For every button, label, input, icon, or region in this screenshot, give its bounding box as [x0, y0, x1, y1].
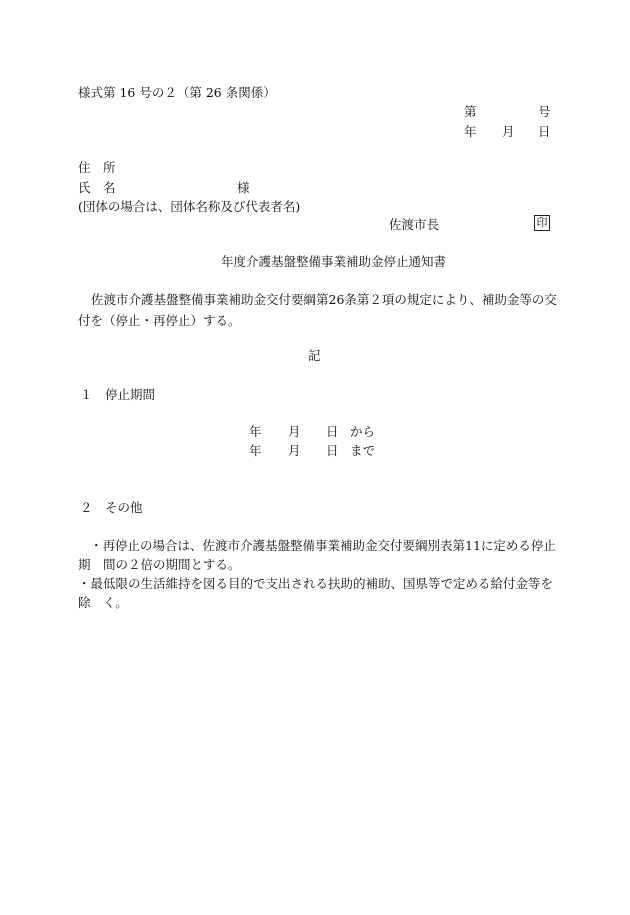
date-year: 年 — [464, 124, 477, 139]
section1-heading: １ 停止期間 — [80, 387, 156, 402]
period-start-year: 年 — [249, 424, 262, 439]
period-end-month: 月 — [288, 443, 301, 458]
body-line-2: 付を（停止・再停止）する。 — [78, 313, 241, 328]
ki-mark: 記 — [308, 348, 321, 363]
period-start-month: 月 — [288, 424, 301, 439]
document-title: 年度介護基盤整備事業補助金停止通知書 — [221, 254, 447, 269]
address-label: 住 所 — [78, 160, 116, 175]
period-start-day: 日 — [326, 424, 339, 439]
date-day: 日 — [538, 124, 551, 139]
note1-line-2: 期 間の２倍の期間とする。 — [78, 557, 241, 572]
period-end-year: 年 — [249, 443, 262, 458]
sender-title: 佐渡市長 — [389, 217, 440, 232]
date-month: 月 — [502, 124, 515, 139]
note1-line-1: ・再停止の場合は、佐渡市介護基盤整備事業補助金交付要綱別表第11に定める停止 — [90, 538, 556, 553]
section2-heading: ２ その他 — [80, 500, 143, 515]
body-line-1: 佐渡市介護基盤整備事業補助金交付要綱第26条第２項の規定により、補助金等の交 — [91, 292, 557, 307]
period-end-day: 日 — [326, 443, 339, 458]
honorific: 様 — [237, 180, 250, 195]
number-dai: 第 — [464, 104, 477, 119]
period-end-suffix: まで — [350, 443, 376, 458]
name-label: 氏 名 — [78, 180, 116, 195]
note2-line-2: 除 く。 — [78, 595, 128, 610]
note2-line-1: ・最低限の生活維持を図る目的で支出される扶助的補助、国県等で定める給付金等を — [78, 576, 554, 591]
organization-note: (団体の場合は、団体名称及び代表者名) — [78, 199, 301, 214]
form-label: 様式第 16 号の２（第 26 条関係） — [78, 85, 276, 100]
period-start-suffix: から — [350, 424, 376, 439]
seal-mark: 印 — [534, 215, 550, 231]
number-go: 号 — [538, 104, 551, 119]
